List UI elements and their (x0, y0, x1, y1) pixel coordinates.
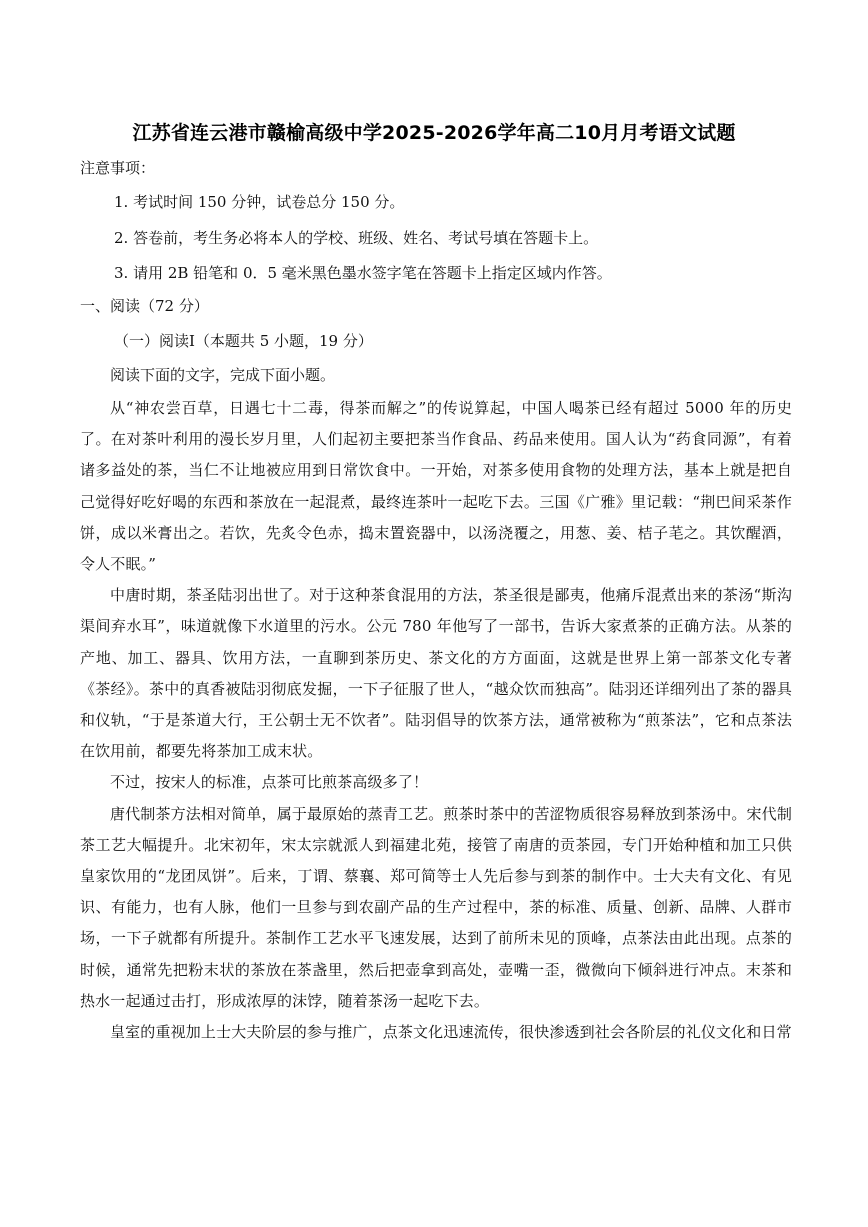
reading-instruction: 阅读下面的文字，完成下面小题。 (110, 366, 336, 384)
notice-item-3: 3. 请用 2B 铅笔和 0．5 毫米黑色墨水签字笔在答题卡上指定区域内作答。 (114, 264, 612, 282)
section-heading: 一、阅读（72 分） (80, 297, 209, 315)
passage-paragraph: 唐代制茶方法相对简单，属于最原始的蒸青工艺。煎茶时茶中的苦涩物质很容易释放到茶汤中。宋代制 茶工艺大幅提升。北宋初年，宋太宗就派人到福建北苑，接管了南唐的贡茶园，专门开始种植和加工只供皇家饮用的“龙团凤饼”。后来，丁谓、蔡襄、郑可简等士人先后参与到茶的制作中。士大夫有文化、有见识、有能力，也有人脉，他们一旦参与到农副产品的生产过程中，茶的标准、质量、创新、品牌、人群市场，一下子就都有所提升。茶制作工艺水平飞速发展，达到了前所未见的顶峰，点茶法由此出现。点茶的时候，通常先把粉末状的茶放在茶盏里，然后把壶拿到高处，壶嘴一歪，微微向下倾斜进行冲点。末茶和热水一起通过击打，形成浓厚的沫饽，随着茶汤一起吃下去。 (80, 804, 792, 1010)
notice-heading: 注意事项： (80, 159, 156, 177)
subsection-heading: （一）阅读I（本题共 5 小题，19 分） (114, 332, 373, 350)
passage-paragraph: 不过，按宋人的标准，点茶可比煎茶高级多了！ (110, 773, 429, 792)
reading-passage (80, 393, 792, 1048)
passage-paragraph: 皇室的重视加上士大夫阶层的参与推广，点茶文化迅速流传，很快渗透到社会各阶层的礼仪文化和日常 (110, 1023, 792, 1042)
notice-item-1: 1. 考试时间 150 分钟，试卷总分 150 分。 (114, 193, 405, 211)
page-title: 江苏省连云港市赣榆高级中学2025-2026学年高二10月月考语文试题 (132, 122, 736, 144)
passage-paragraph: 中唐时期，茶圣陆羽出世了。对于这种茶食混用的方法，茶圣很是鄙夷，他痛斥混煮出来的茶汤“斯沟渠间弃水耳”，味道就像下水道里的污水。公元 780 年他写了一部书，告诉大家煮茶的正确方法。从茶的产地、加工、器具、饮用方法，一直聊到茶历史、茶文化的方方面面，这就是世界上第一部茶文化专著《茶经》。茶中的真香被陆羽彻底发掘，一下子征服了世人，“越众饮而独高”。陆羽还详细列出了茶的器具和仪轨，“于是茶道大行，王公朝士无不饮者”。陆羽倡导的饮茶方法，通常被称为“煎茶法”，它和点茶法在饮用前，都要先将茶加工成末状。 (80, 586, 792, 761)
notice-item-2: 2. 答卷前，考生务必将本人的学校、班级、姓名、考试号填在答题卡上。 (114, 229, 599, 247)
passage-paragraph: 从“神农尝百草，日遇七十二毒，得茶而解之”的传说算起，中国人喝茶已经有超过 5000 年的历史了。在对茶叶利用的漫长岁月里，人们起初主要把茶当作食品、药品来使用。国人认为“药食同源”，有着诸多益处的茶，当仁不让地被应用到日常饮食中。一开始，对茶多使用食物的处理方法，基本上就是把自己觉得好吃好喝的东西和茶放在一起混煮，最终连茶叶一起吃下去。三国《广雅》里记载：“荆巴间采茶作饼，成以米膏出之。若饮，先炙令色赤，捣末置瓷器中，以汤浇覆之，用葱、姜、桔子芼之。其饮醒酒，令人不眠。” (80, 399, 792, 574)
